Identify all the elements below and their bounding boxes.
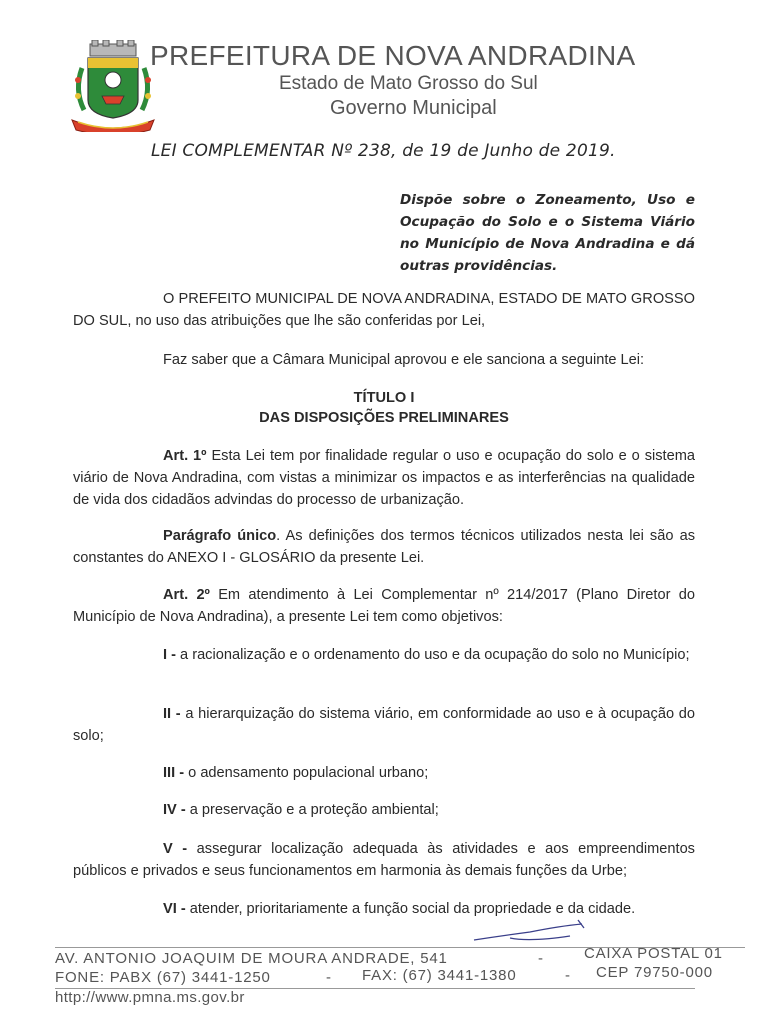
article-1-text: Esta Lei tem por finalidade regular o uso e ocupação do solo e o sistema viário de Nova Andradina, com vistas a minimizar os impactos e as interferências na qualidade de vida dos cidadãos advindas do processo de urbanização.: [73, 448, 695, 508]
item-text: a racionalização e o ordenamento do uso e da ocupação do solo no Município;: [175, 647, 690, 663]
footer-postal-box: CAIXA POSTAL 01: [584, 945, 723, 962]
footer-website-link[interactable]: http://www.pmna.ms.gov.br: [55, 989, 245, 1006]
footer-phone: FONE: PABX (67) 3441-1250: [55, 969, 271, 986]
list-item: [73, 898, 695, 920]
article-1-label: Art. 1º: [163, 448, 207, 464]
preamble-paragraph: O PREFEITO MUNICIPAL DE NOVA ANDRADINA, ESTADO DE MATO GROSSO DO SUL, no uso das atribuições que lhe são conferidas por Lei,: [73, 291, 695, 329]
item-text: assegurar localização adequada às atividades e aos empreendimentos públicos e privados e seus funcionamentos em harmonia às demais funções da Urbe;: [73, 841, 695, 879]
item-label: VI -: [163, 901, 186, 917]
title-name: DAS DISPOSIÇÕES PRELIMINARES: [259, 410, 509, 426]
enactment-paragraph: Faz saber que a Câmara Municipal aprovou e ele sanciona a seguinte Lei:: [163, 352, 645, 368]
article-1: [73, 445, 695, 511]
sole-paragraph-label: Parágrafo único: [163, 528, 277, 544]
title-label: TÍTULO I: [353, 390, 415, 406]
footer-separator: -: [565, 967, 571, 984]
sole-paragraph: [73, 525, 695, 569]
item-text: atender, prioritariamente a função social da propriedade e da cidade.: [185, 901, 636, 917]
footer-address: AV. ANTONIO JOAQUIM DE MOURA ANDRADE, 541: [55, 950, 448, 967]
item-label: III -: [163, 765, 185, 781]
article-2: [73, 584, 695, 628]
article-2-text: Em atendimento à Lei Complementar nº 214/2017 (Plano Diretor do Município de Nova Andradina), a presente Lei tem como objetivos:: [73, 587, 695, 625]
list-item: [73, 838, 695, 882]
item-label: I -: [163, 647, 176, 663]
list-item: [73, 799, 695, 821]
sole-paragraph-text: . As definições dos termos técnicos utilizados nesta lei são as constantes do ANEXO I - GLOSÁRIO da presente Lei.: [73, 528, 695, 566]
law-ementa: Dispõe sobre o Zoneamento, Uso e Ocupação do Solo e o Sistema Viário no Município de Nova Andradina e dá outras providências.: [400, 192, 695, 274]
list-item: [73, 644, 695, 666]
list-item: [73, 703, 695, 747]
item-label: IV -: [163, 802, 186, 818]
item-label: V -: [163, 841, 188, 857]
item-text: a hierarquização do sistema viário, em conformidade ao uso e à ocupação do solo;: [73, 706, 695, 744]
item-label: II -: [163, 706, 181, 722]
article-2-label: Art. 2º: [163, 587, 210, 603]
header-government: Governo Municipal: [330, 97, 497, 119]
footer-cep: CEP 79750-000: [596, 964, 713, 981]
footer-fax: FAX: (67) 3441-1380: [362, 967, 517, 984]
signature-mark: [470, 918, 600, 948]
footer-separator: -: [326, 969, 332, 986]
header-title: PREFEITURA DE NOVA ANDRADINA: [150, 40, 636, 71]
municipal-crest-icon: [68, 40, 158, 132]
list-item: [73, 762, 695, 784]
header-state: Estado de Mato Grosso do Sul: [279, 73, 538, 94]
item-text: a preservação e a proteção ambiental;: [185, 802, 439, 818]
item-text: o adensamento populacional urbano;: [184, 765, 429, 781]
footer-separator: -: [538, 950, 544, 967]
law-title: LEI COMPLEMENTAR Nº 238, de 19 de Junho de 2019.: [151, 141, 616, 161]
